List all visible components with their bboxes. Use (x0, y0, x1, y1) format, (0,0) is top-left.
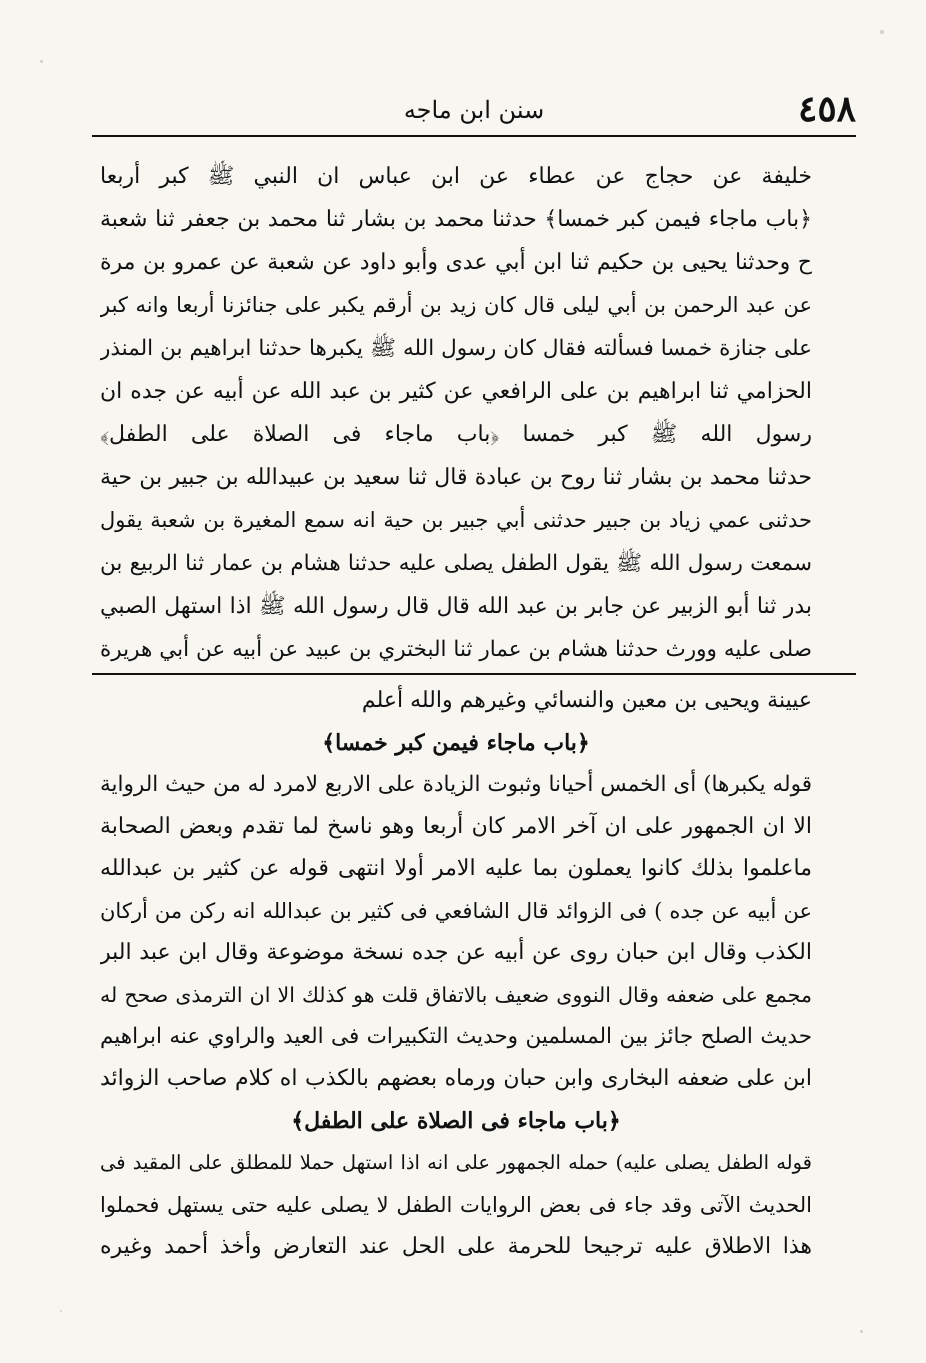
text-line: خليفة عن حجاج عن عطاء عن ابن عباس ان النبي ﷺ كبر أربعا (100, 164, 812, 189)
commentary-line: الا ان الجمهور على ان آخر الامر كان أربعا وهو ناسخ لما تقدم وبعض الصحابة (100, 814, 812, 839)
text-line: على جنازة خمسا فسألته فقال كان رسول الله ﷺ يكبرها حدثنا ابراهيم بن المنذر (100, 336, 812, 361)
page-header (92, 86, 856, 134)
commentary-line: هذا الاطلاق عليه ترجيحا للحرمة على الحل عند التعارض وأخذ أحمد وغيره (100, 1234, 812, 1259)
page-number: ٤٥٨ (797, 88, 856, 130)
commentary-line: مجمع على ضعفه وقال النووى ضعيف بالاتفاق قلت هو كذلك الا ان الترمذى صحح له (100, 983, 812, 1007)
commentary-line: قوله الطفل يصلى عليه) حمله الجمهور على انه اذا استهل حملا للمطلق على المقيد فى (100, 1151, 812, 1174)
text-line: حدثنا محمد بن بشار ثنا روح بن عبادة قال ثنا سعيد بن عبيدالله بن جبير بن حية (100, 465, 812, 490)
commentary-line: عيينة ويحيى بن معين والنسائي وغيرهم والله أعلم (361, 688, 812, 713)
paper-speck (60, 1310, 62, 1312)
commentary-line: ابن على ضعفه البخارى وابن حبان ورماه بعضهم بالكذب اه كلام صاحب الزوائد (100, 1066, 812, 1091)
text-line: بدر ثنا أبو الزبير عن جابر بن عبد الله قال قال رسول الله ﷺ اذا استهل الصبي (100, 594, 812, 619)
running-title: سنن ابن ماجه (403, 96, 545, 124)
paper-speck (880, 30, 884, 34)
paper-speck (40, 60, 43, 63)
hadith-text (100, 155, 812, 671)
commentary-line: الحديث الآتى وقد جاء فى بعض الروايات الطفل لا يصلى عليه حتى يستهل فحملوا (100, 1193, 812, 1217)
text-line: ﴿باب ماجاء فيمن كبر خمسا﴾ حدثنا محمد بن بشار ثنا محمد بن جعفر ثنا شعبة (100, 207, 812, 232)
commentary-line: عن أبيه عن جده ) فى الزوائد قال الشافعي فى كثير بن عبدالله انه ركن من أركان (100, 899, 812, 923)
text-line: رسول الله ﷺ كبر خمسا ﴿باب ماجاء فى الصلاة على الطفل﴾ (100, 422, 812, 447)
text-line: عن عبد الرحمن بن أبي ليلى قال كان زيد بن أرقم يكبر على جنائزنا أربعا وانه كبر (100, 293, 812, 317)
text-line: سمعت رسول الله ﷺ يقول الطفل يصلى عليه حدثنا هشام بن عمار ثنا الربيع بن (100, 551, 812, 576)
commentary-line: ماعلموا بذلك كانوا يعملون بما عليه الامر أولا انتهى قوله عن كثير بن عبدالله (100, 856, 812, 881)
text-line: ح وحدثنا يحيى بن حكيم ثنا ابن أبي عدى وأبو داود عن شعبة عن عمرو بن مرة (100, 250, 812, 275)
commentary-text (100, 680, 812, 1268)
text-line: حدثنى عمي زياد بن جبير حدثنى أبي جبير بن حية انه سمع المغيرة بن شعبة يقول (100, 508, 812, 532)
header-rule (92, 135, 856, 137)
commentary-line: الكذب وقال ابن حبان روى عن أبيه عن جده نسخة موضوعة وقال ابن عبد البر (100, 940, 812, 965)
commentary-line: حديث الصلح جائز بين المسلمين وحديث التكبيرات فى العيد والراوي عنه ابراهيم (100, 1024, 812, 1049)
commentary-line: قوله يكبرها) أى الخمس أحيانا وثبوت الزيادة على الاربع لامرد له من حيث الرواية (100, 772, 812, 797)
paper-speck (860, 1330, 863, 1333)
chapter-heading: ﴿باب ماجاء فيمن كبر خمسا﴾ (322, 730, 590, 756)
text-commentary-divider (92, 673, 856, 675)
text-line: الحزامي ثنا ابراهيم بن على الرافعي عن كثير بن عبد الله عن أبيه عن جده ان (100, 379, 812, 404)
text-line: صلى عليه وورث حدثنا هشام بن عمار ثنا البختري بن عبيد عن أبيه عن أبي هريرة (100, 637, 812, 662)
chapter-heading: ﴿باب ماجاء فى الصلاة على الطفل﴾ (291, 1108, 621, 1134)
